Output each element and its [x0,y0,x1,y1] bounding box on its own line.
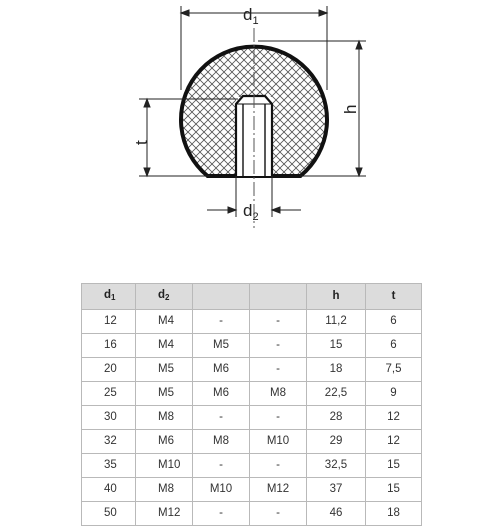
cell-h: 18 [307,358,366,382]
cell-d2-alt2: - [250,406,307,430]
cell-d1: 12 [82,310,136,334]
cell-t: 18 [366,502,422,526]
cell-d2-alt2: - [250,334,307,358]
cell-d2-alt1: - [193,310,250,334]
cell-t: 7,5 [366,358,422,382]
header-d1: $d_1$ [82,284,136,310]
cell-d2: M4 [136,310,193,334]
cell-h: 11,2 [307,310,366,334]
cell-d2-alt2: - [250,358,307,382]
cell-d2-alt2: M8 [250,382,307,406]
cell-h: 29 [307,430,366,454]
dimension-table [81,283,422,526]
cell-h: 37 [307,478,366,502]
cell-d2: M8 [136,406,193,430]
cell-t: 15 [366,454,422,478]
cell-d2-alt2: M10 [250,430,307,454]
cell-d2-alt2: M12 [250,478,307,502]
cell-d1: 16 [82,334,136,358]
cell-d2-alt2: - [250,310,307,334]
cell-d2: M10 [136,454,193,478]
cell-d2-alt2: - [250,502,307,526]
header-h: h [307,284,366,310]
cell-t: 9 [366,382,422,406]
cell-h: 32,5 [307,454,366,478]
table-row [82,382,422,406]
cell-t: 15 [366,478,422,502]
cell-d2-alt1: - [193,502,250,526]
cell-d2-alt2: - [250,454,307,478]
cell-h: 28 [307,406,366,430]
t-label: t [132,140,151,145]
header-t: t [366,284,422,310]
cell-d1: 30 [82,406,136,430]
table-row [82,478,422,502]
table-header-row [82,284,422,310]
cell-t: 12 [366,430,422,454]
table-row [82,310,422,334]
cell-h: 46 [307,502,366,526]
h-label: h [341,104,360,114]
cell-d2-alt1: - [193,454,250,478]
d1-label: $d_1$ [243,5,259,27]
d2-label: $d_2$ [243,201,259,223]
header-d2-alt2 [250,284,307,310]
cell-d2-alt1: M10 [193,478,250,502]
cell-d2-alt1: M5 [193,334,250,358]
cell-d2: M4 [136,334,193,358]
cell-d1: 32 [82,430,136,454]
table-row [82,454,422,478]
cell-d2: M12 [136,502,193,526]
cell-d1: 40 [82,478,136,502]
cell-h: 22,5 [307,382,366,406]
cell-d2-alt1: - [193,406,250,430]
cell-t: 12 [366,406,422,430]
cell-h: 15 [307,334,366,358]
table-row [82,358,422,382]
cell-d1: 50 [82,502,136,526]
cell-d2: M5 [136,382,193,406]
cell-d2-alt1: M6 [193,382,250,406]
table-row [82,406,422,430]
cell-d2: M8 [136,478,193,502]
cell-t: 6 [366,334,422,358]
table-row [82,502,422,526]
header-d2: $d_2$ [136,284,193,310]
cell-t: 6 [366,310,422,334]
ball-knob-drawing [0,0,500,260]
cell-d2: M6 [136,430,193,454]
cell-d2-alt1: M6 [193,358,250,382]
cell-d1: 25 [82,382,136,406]
cell-d2-alt1: M8 [193,430,250,454]
table-row [82,430,422,454]
table-row [82,334,422,358]
cell-d1: 20 [82,358,136,382]
cell-d1: 35 [82,454,136,478]
header-d2-alt1 [193,284,250,310]
cell-d2: M5 [136,358,193,382]
